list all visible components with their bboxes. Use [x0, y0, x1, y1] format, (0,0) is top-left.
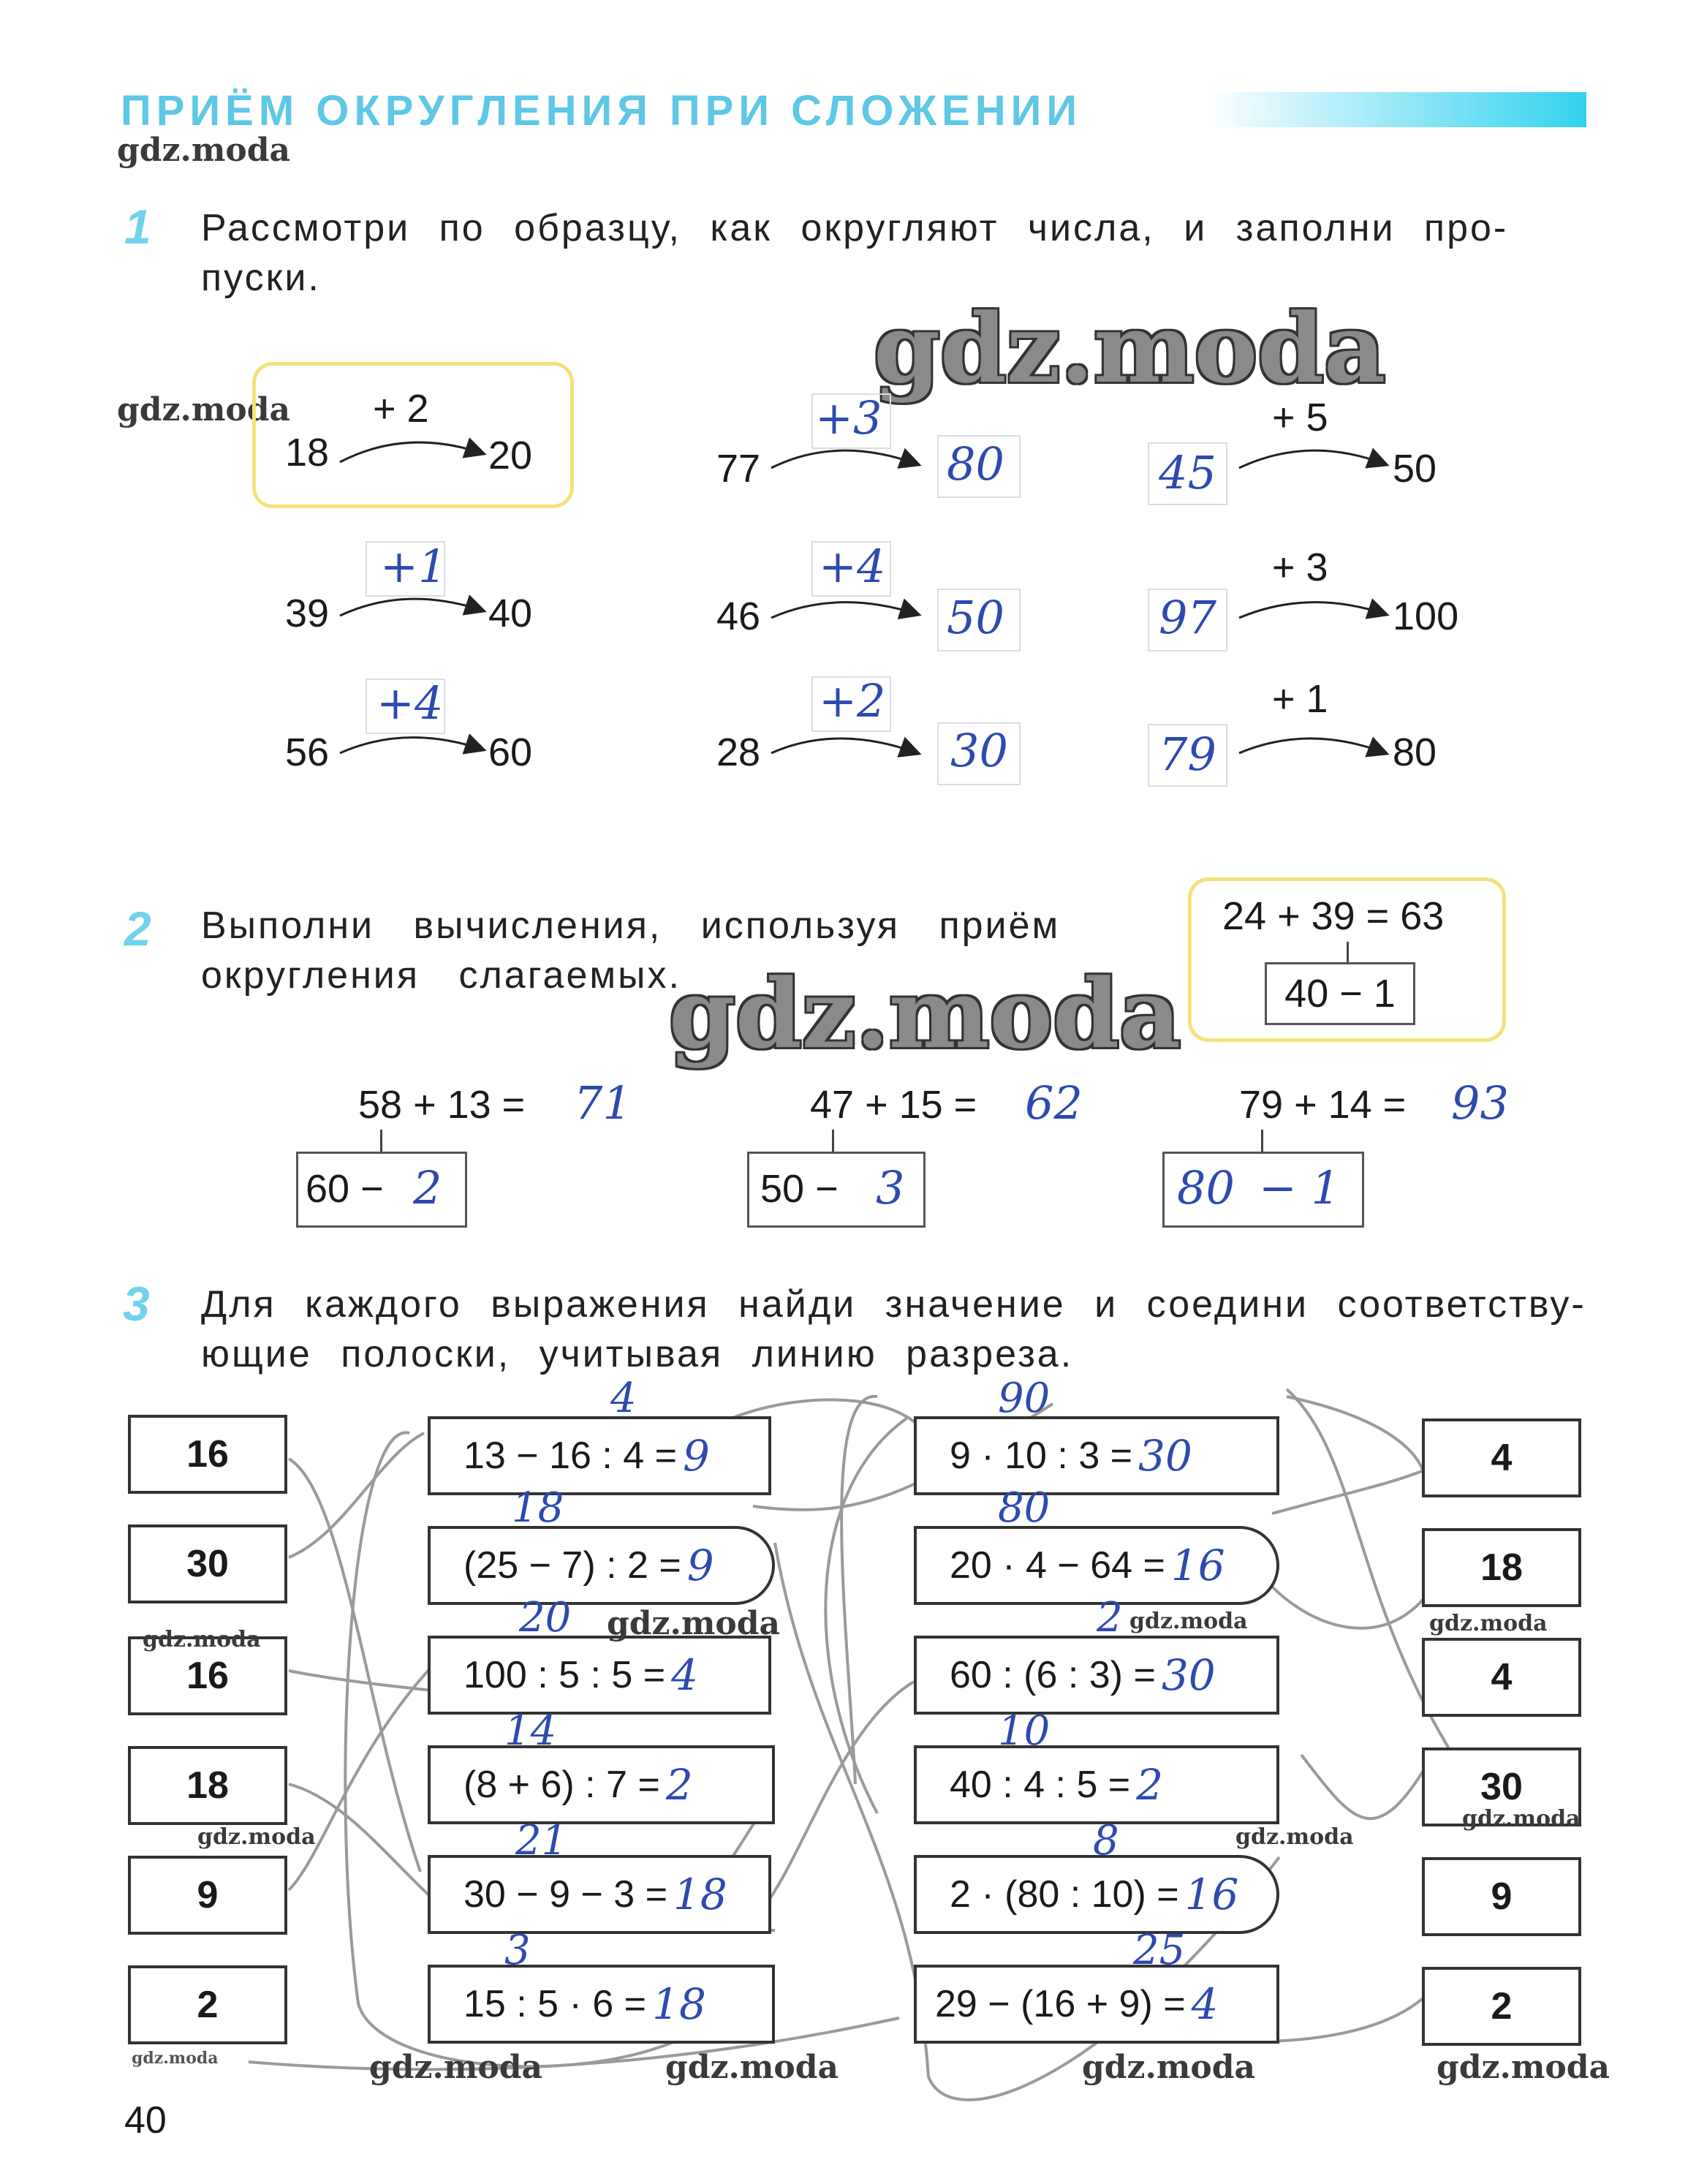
- task-text-line: округления слагаемых.: [201, 954, 681, 997]
- hw-answer: 4: [1191, 1979, 1219, 2029]
- hw-answer: 16: [1184, 1870, 1239, 1919]
- arrow: [340, 738, 482, 753]
- connection-line: [760, 1682, 914, 1912]
- decomposition-left: 60 −: [306, 1167, 384, 1211]
- watermark: gdz.moda: [369, 2049, 543, 2086]
- hw-answer: 18: [673, 1870, 727, 1919]
- arrow: [1239, 450, 1385, 468]
- to-number: 60: [488, 730, 533, 774]
- arrow: [771, 450, 917, 468]
- sample-expression: 24 + 39 = 63: [1222, 894, 1445, 938]
- hw-note: 3: [504, 1927, 531, 1974]
- to-number: 40: [488, 592, 533, 635]
- watermark: gdz.moda: [117, 132, 291, 169]
- hw-note: 21: [515, 1817, 568, 1864]
- connection-line: [1272, 1587, 1433, 1628]
- task-text: [201, 901, 1060, 1000]
- hw-answer: +4: [376, 676, 444, 730]
- expression-strip[interactable]: [428, 1855, 771, 1934]
- arrow: [340, 599, 482, 616]
- hw-note: 90: [998, 1375, 1051, 1422]
- expression-strip[interactable]: [428, 1636, 771, 1715]
- answer-strip[interactable]: 18: [128, 1746, 287, 1825]
- connection-line: [1301, 1755, 1433, 1818]
- hw-answer: +4: [819, 540, 886, 593]
- expression-strip[interactable]: [914, 1526, 1279, 1605]
- page-title: ПРИЁМ ОКРУГЛЕНИЯ ПРИ СЛОЖЕНИИ: [121, 87, 1083, 135]
- expression: (25 − 7) : 2 =: [463, 1544, 681, 1587]
- watermark: gdz.moda: [117, 391, 291, 428]
- to-number: 100: [1393, 594, 1459, 638]
- sample-from: 18: [285, 431, 330, 475]
- expression: 20 · 4 − 64 =: [950, 1544, 1165, 1587]
- watermark: gdz.moda: [132, 2049, 219, 2068]
- to-number: 80: [1393, 730, 1437, 774]
- from-number: 39: [285, 592, 330, 635]
- hw-answer: 2: [665, 1760, 693, 1810]
- watermark: gdz.moda: [669, 958, 1181, 1070]
- hw-answer: 80: [1177, 1161, 1235, 1214]
- answer-strip[interactable]: 4: [1422, 1418, 1581, 1497]
- expression: 30 − 9 − 3 =: [463, 1873, 668, 1916]
- hw-answer: 30: [950, 724, 1008, 777]
- hw-answer: +1: [380, 540, 447, 593]
- answer-strip[interactable]: 9: [128, 1856, 287, 1935]
- task-number: 1: [124, 200, 151, 254]
- hw-answer: +2: [819, 674, 886, 728]
- from-number: 56: [285, 730, 330, 774]
- arrow: [1239, 738, 1385, 753]
- hw-answer: 79: [1159, 728, 1216, 781]
- hw-answer: 80: [947, 437, 1004, 491]
- hw-answer: 50: [947, 591, 1004, 644]
- hw-answer: 45: [1159, 446, 1216, 499]
- expression: 13 − 16 : 4 =: [463, 1435, 678, 1477]
- from-number: 77: [716, 447, 761, 491]
- watermark: gdz.moda: [143, 1627, 261, 1652]
- answer-strip[interactable]: 4: [1422, 1638, 1581, 1717]
- hw-answer: 30: [1161, 1650, 1216, 1700]
- watermark: gdz.moda: [874, 292, 1386, 404]
- hw-note: 2: [1097, 1594, 1123, 1641]
- task-text-line: Для каждого выражения найди значение и соедини соответству-: [201, 1283, 1586, 1326]
- expression-strip[interactable]: [914, 1855, 1279, 1934]
- answer-strip[interactable]: 2: [1422, 1967, 1581, 2046]
- connector-line: [380, 1130, 382, 1152]
- expression-strip[interactable]: [428, 1526, 775, 1605]
- connection-line: [289, 1433, 424, 1557]
- expression: 2 · (80 : 10) =: [950, 1873, 1179, 1916]
- expression: (8 + 6) : 7 =: [463, 1764, 660, 1806]
- watermark: gdz.moda: [1429, 1611, 1548, 1636]
- answer-strip[interactable]: 30: [128, 1524, 287, 1603]
- hw-answer: 93: [1451, 1076, 1509, 1130]
- answer-strip[interactable]: 30: [1422, 1747, 1581, 1826]
- hw-answer: − 1: [1259, 1161, 1341, 1214]
- expression-strip[interactable]: [428, 1965, 775, 2044]
- answer-strip[interactable]: 9: [1422, 1857, 1581, 1936]
- connection-line: [1287, 1397, 1426, 1484]
- watermark: gdz.moda: [665, 2049, 839, 2086]
- hw-answer: 16: [1170, 1541, 1225, 1590]
- arrow: [771, 602, 917, 618]
- expression-strip[interactable]: [914, 1636, 1279, 1715]
- hw-answer: 9: [683, 1431, 710, 1481]
- expression-strip[interactable]: [428, 1416, 771, 1495]
- arrow: [771, 738, 917, 753]
- hw-answer: 97: [1159, 591, 1216, 644]
- expression: 47 + 15 =: [810, 1083, 977, 1127]
- watermark: gdz.moda: [197, 1824, 316, 1850]
- task-text-line: Выполни вычисления, используя приём: [201, 904, 1061, 947]
- connection-line: [289, 1667, 431, 1890]
- hw-note: 25: [1133, 1927, 1186, 1974]
- hw-answer: 2: [413, 1161, 442, 1214]
- task-number: 2: [124, 902, 151, 956]
- from-number: 46: [716, 594, 761, 638]
- expression-strip[interactable]: [428, 1745, 775, 1824]
- answer-strip[interactable]: 18: [1422, 1528, 1581, 1607]
- hw-answer: 62: [1025, 1076, 1083, 1130]
- decomposition-left: 50 −: [760, 1167, 839, 1211]
- watermark: gdz.moda: [607, 1605, 781, 1642]
- expression: 58 + 13 =: [358, 1083, 526, 1127]
- hw-answer: 18: [652, 1979, 706, 2029]
- watermark: gdz.moda: [1082, 2049, 1256, 2086]
- hw-answer: 30: [1138, 1431, 1192, 1481]
- expression: 40 : 4 : 5 =: [950, 1764, 1131, 1806]
- hw-note: 4: [610, 1375, 637, 1422]
- hw-note: 8: [1093, 1817, 1119, 1864]
- hw-answer: 3: [876, 1161, 905, 1214]
- connector-line: [1261, 1130, 1263, 1152]
- connection-line: [289, 1459, 420, 1872]
- hw-note: 20: [519, 1594, 572, 1641]
- expression-strip[interactable]: [914, 1745, 1279, 1824]
- watermark: gdz.moda: [1129, 1609, 1248, 1634]
- hw-note: 18: [512, 1484, 564, 1532]
- plus-value: + 5: [1272, 396, 1328, 439]
- hw-answer: 71: [574, 1076, 632, 1130]
- to-number: 50: [1393, 447, 1437, 491]
- arrow: [340, 442, 482, 462]
- expression: 60 : (6 : 3) =: [950, 1654, 1156, 1696]
- from-number: 28: [716, 730, 761, 774]
- watermark: gdz.moda: [1235, 1824, 1354, 1850]
- page-number: 40: [124, 2099, 167, 2142]
- arrow: [1239, 602, 1385, 618]
- answer-strip[interactable]: 2: [128, 1965, 287, 2044]
- hw-answer: 9: [686, 1541, 714, 1590]
- task-text-line: Рассмотри по образцу, как округляют числа, и заполни про-: [201, 207, 1509, 249]
- watermark: gdz.moda: [1437, 2049, 1611, 2086]
- watermark: gdz.moda: [1462, 1806, 1581, 1832]
- task-number: 3: [123, 1277, 150, 1331]
- hw-answer: 4: [671, 1650, 699, 1700]
- expression: 29 − (16 + 9) =: [935, 1983, 1186, 2025]
- expression: 9 · 10 : 3 =: [950, 1435, 1133, 1477]
- hw-note: 80: [998, 1484, 1051, 1532]
- expression-strip[interactable]: [914, 1965, 1279, 2044]
- plus-value: + 3: [1272, 545, 1328, 589]
- hw-note: 10: [998, 1707, 1051, 1755]
- expression: 100 : 5 : 5 =: [463, 1654, 666, 1696]
- expression: 15 : 5 · 6 =: [463, 1983, 647, 2025]
- sample-decomposition: 40 − 1: [1265, 962, 1415, 1025]
- sample-to: 20: [488, 434, 533, 477]
- plus-value: + 1: [1272, 677, 1328, 721]
- task-text-line: ющие полоски, учитывая линию разреза.: [201, 1333, 1074, 1375]
- hw-note: 14: [504, 1707, 557, 1755]
- connector-line: [1347, 942, 1349, 962]
- connector-line: [832, 1130, 834, 1152]
- expression-strip[interactable]: [914, 1416, 1279, 1495]
- expression: 79 + 14 =: [1239, 1083, 1407, 1127]
- hw-answer: +3: [815, 391, 882, 445]
- sample-plus: + 2: [373, 387, 429, 431]
- answer-strip[interactable]: 16: [128, 1415, 287, 1494]
- hw-answer: 2: [1136, 1760, 1164, 1810]
- connection-line: [841, 1397, 877, 1784]
- answer-strip[interactable]: 16: [128, 1636, 287, 1715]
- task-text-line: пуски.: [201, 257, 321, 299]
